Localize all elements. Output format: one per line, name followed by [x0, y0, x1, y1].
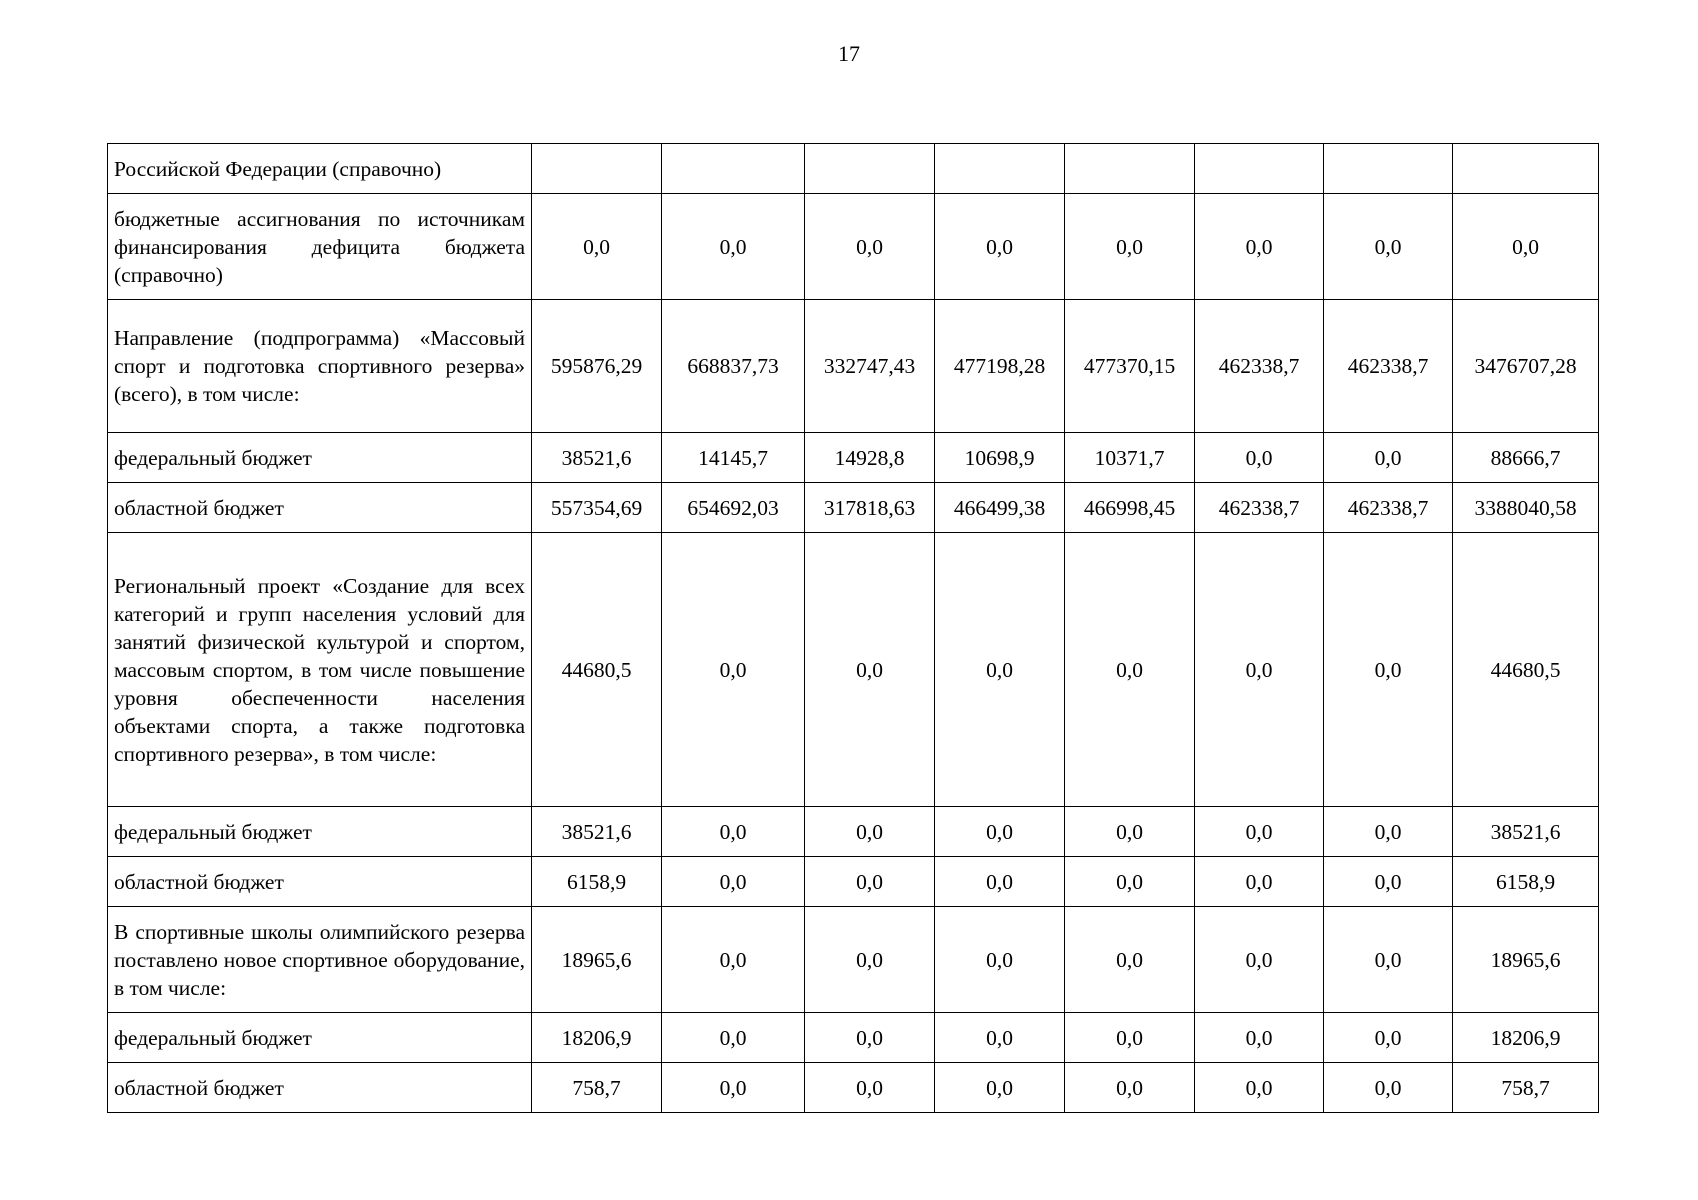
value-cell — [1453, 144, 1599, 194]
table-row — [108, 907, 1599, 1013]
row-label: бюджетные ассигнования по источникам финансирования дефицита бюджета (справочно) — [108, 194, 532, 300]
value-cell — [532, 144, 662, 194]
value-cell: 0,0 — [662, 807, 805, 857]
table-row — [108, 194, 1599, 300]
value-cell: 477370,15 — [1065, 300, 1195, 433]
value-cell: 0,0 — [1065, 1013, 1195, 1063]
value-cell: 6158,9 — [532, 857, 662, 907]
table-row — [108, 1063, 1599, 1113]
value-cell: 0,0 — [662, 194, 805, 300]
value-cell: 595876,29 — [532, 300, 662, 433]
value-cell: 654692,03 — [662, 483, 805, 533]
value-cell: 0,0 — [935, 807, 1065, 857]
value-cell: 38521,6 — [532, 433, 662, 483]
value-cell: 462338,7 — [1195, 483, 1324, 533]
value-cell: 462338,7 — [1195, 300, 1324, 433]
value-cell: 0,0 — [1065, 857, 1195, 907]
row-label: В спортивные школы олимпийского резерва поставлено новое спортивное оборудование, в том числе: — [108, 907, 532, 1013]
value-cell: 38521,6 — [532, 807, 662, 857]
value-cell: 317818,63 — [805, 483, 935, 533]
table-row — [108, 807, 1599, 857]
value-cell: 44680,5 — [532, 533, 662, 807]
value-cell: 18206,9 — [532, 1013, 662, 1063]
value-cell: 0,0 — [1324, 433, 1453, 483]
value-cell: 0,0 — [1065, 807, 1195, 857]
value-cell: 0,0 — [662, 1063, 805, 1113]
value-cell: 0,0 — [935, 194, 1065, 300]
value-cell: 18206,9 — [1453, 1013, 1599, 1063]
value-cell: 88666,7 — [1453, 433, 1599, 483]
value-cell: 466499,38 — [935, 483, 1065, 533]
row-label: областной бюджет — [108, 483, 532, 533]
value-cell: 0,0 — [935, 857, 1065, 907]
value-cell — [662, 144, 805, 194]
value-cell: 557354,69 — [532, 483, 662, 533]
value-cell — [1324, 144, 1453, 194]
value-cell: 0,0 — [1195, 907, 1324, 1013]
value-cell: 18965,6 — [532, 907, 662, 1013]
value-cell: 0,0 — [1195, 857, 1324, 907]
page-number: 17 — [838, 41, 860, 66]
value-cell: 0,0 — [935, 533, 1065, 807]
value-cell — [805, 144, 935, 194]
value-cell: 18965,6 — [1453, 907, 1599, 1013]
value-cell: 0,0 — [1324, 907, 1453, 1013]
value-cell: 0,0 — [1324, 857, 1453, 907]
value-cell: 462338,7 — [1324, 483, 1453, 533]
value-cell: 0,0 — [1453, 194, 1599, 300]
value-cell: 0,0 — [662, 1013, 805, 1063]
value-cell: 0,0 — [1195, 807, 1324, 857]
value-cell: 466998,45 — [1065, 483, 1195, 533]
value-cell: 0,0 — [935, 1063, 1065, 1113]
budget-table — [107, 143, 1599, 1113]
table-row — [108, 857, 1599, 907]
value-cell: 0,0 — [805, 194, 935, 300]
value-cell: 0,0 — [805, 1063, 935, 1113]
value-cell: 0,0 — [805, 533, 935, 807]
row-label: федеральный бюджет — [108, 1013, 532, 1063]
value-cell: 14145,7 — [662, 433, 805, 483]
value-cell: 0,0 — [1195, 533, 1324, 807]
value-cell: 0,0 — [1324, 807, 1453, 857]
row-label: федеральный бюджет — [108, 433, 532, 483]
value-cell — [1195, 144, 1324, 194]
value-cell: 0,0 — [805, 807, 935, 857]
value-cell: 3476707,28 — [1453, 300, 1599, 433]
value-cell: 0,0 — [1195, 1013, 1324, 1063]
value-cell: 462338,7 — [1324, 300, 1453, 433]
row-label: федеральный бюджет — [108, 807, 532, 857]
value-cell: 0,0 — [662, 857, 805, 907]
table-row — [108, 483, 1599, 533]
value-cell: 0,0 — [1065, 533, 1195, 807]
value-cell: 3388040,58 — [1453, 483, 1599, 533]
value-cell: 0,0 — [1324, 533, 1453, 807]
table-row — [108, 144, 1599, 194]
row-label: Российской Федерации (справочно) — [108, 144, 532, 194]
value-cell: 14928,8 — [805, 433, 935, 483]
value-cell — [935, 144, 1065, 194]
table-row — [108, 300, 1599, 433]
value-cell: 0,0 — [1065, 1063, 1195, 1113]
value-cell: 10698,9 — [935, 433, 1065, 483]
value-cell: 0,0 — [1195, 433, 1324, 483]
value-cell: 0,0 — [935, 907, 1065, 1013]
value-cell: 10371,7 — [1065, 433, 1195, 483]
value-cell: 0,0 — [1324, 1013, 1453, 1063]
value-cell: 0,0 — [1324, 194, 1453, 300]
value-cell: 0,0 — [1065, 907, 1195, 1013]
value-cell: 477198,28 — [935, 300, 1065, 433]
value-cell: 758,7 — [532, 1063, 662, 1113]
value-cell: 668837,73 — [662, 300, 805, 433]
value-cell: 0,0 — [935, 1013, 1065, 1063]
row-label: Направление (подпрограмма) «Массовый спорт и подготовка спортивного резерва» (всего), в том числе: — [108, 300, 532, 433]
value-cell: 44680,5 — [1453, 533, 1599, 807]
value-cell: 0,0 — [1065, 194, 1195, 300]
value-cell: 0,0 — [1195, 194, 1324, 300]
row-label: Региональный проект «Создание для всех категорий и групп населения условий для занятий физической культурой и спортом, массовым спортом, в том числе повышение уровня обеспеченности населения объектами спорта, а также подготовка спортивного резерва», в том числе: — [108, 533, 532, 807]
value-cell: 0,0 — [805, 907, 935, 1013]
row-label: областной бюджет — [108, 1063, 532, 1113]
row-label: областной бюджет — [108, 857, 532, 907]
value-cell: 0,0 — [805, 1013, 935, 1063]
value-cell: 6158,9 — [1453, 857, 1599, 907]
value-cell: 0,0 — [662, 533, 805, 807]
table-row — [108, 1013, 1599, 1063]
value-cell: 332747,43 — [805, 300, 935, 433]
value-cell: 0,0 — [1324, 1063, 1453, 1113]
table-row — [108, 433, 1599, 483]
value-cell: 0,0 — [532, 194, 662, 300]
value-cell: 38521,6 — [1453, 807, 1599, 857]
value-cell: 758,7 — [1453, 1063, 1599, 1113]
table-row — [108, 533, 1599, 807]
value-cell: 0,0 — [805, 857, 935, 907]
value-cell: 0,0 — [662, 907, 805, 1013]
value-cell: 0,0 — [1195, 1063, 1324, 1113]
value-cell — [1065, 144, 1195, 194]
